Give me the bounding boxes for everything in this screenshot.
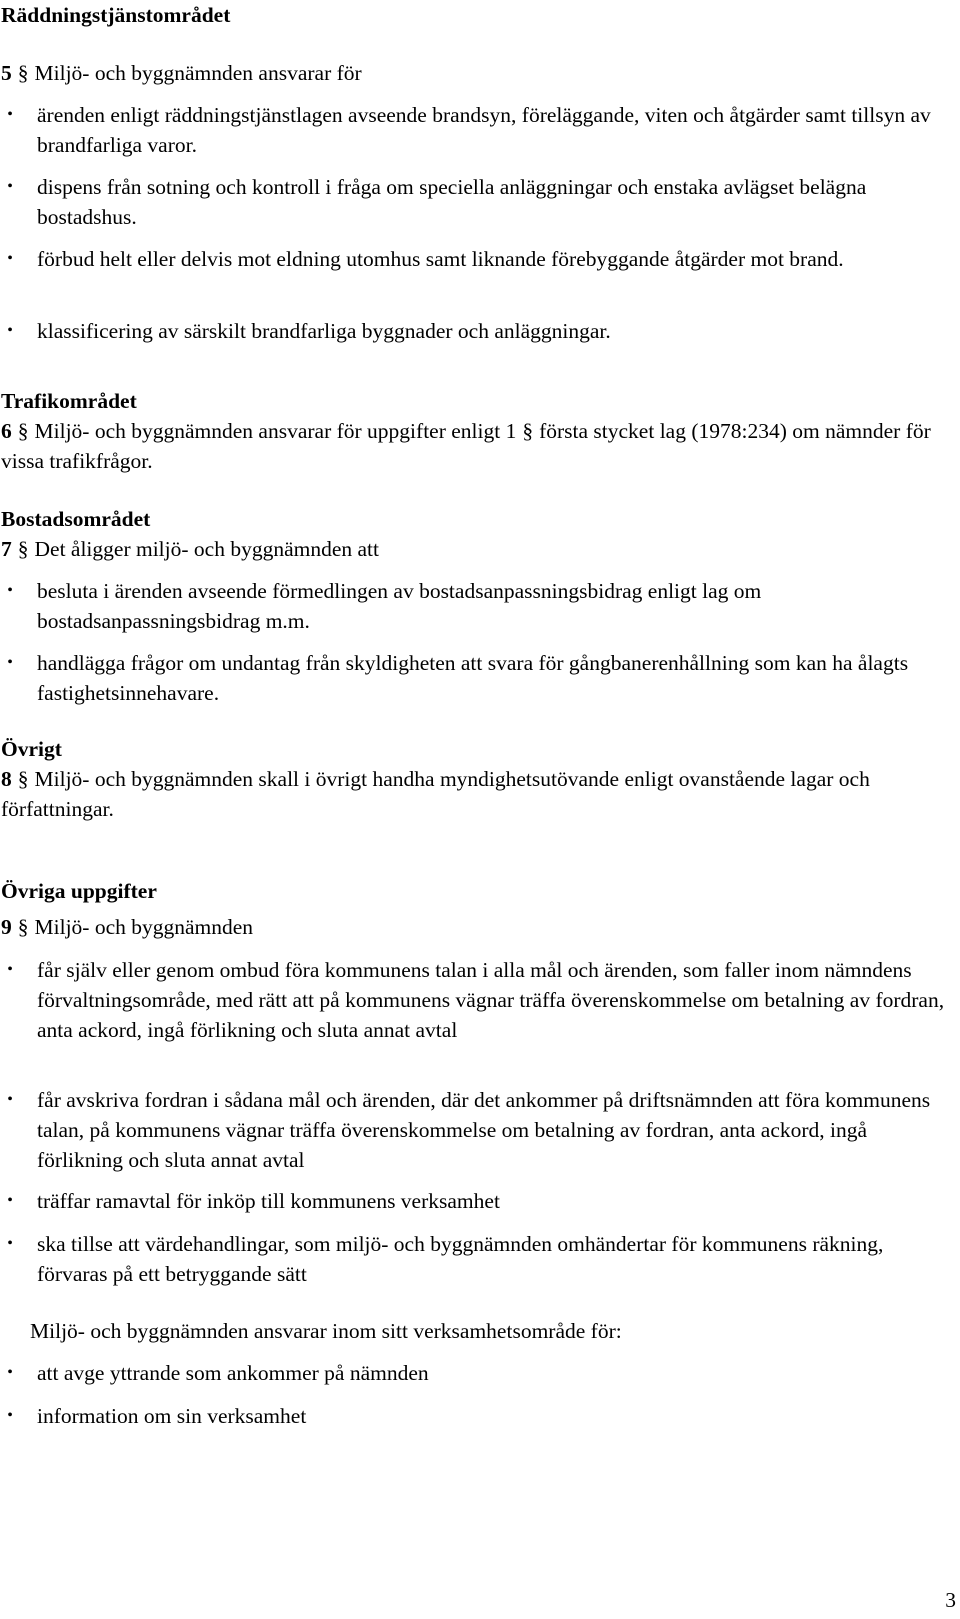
list-item-text: ärenden enligt räddningstjänstlagen avseende brandsyn, föreläggande, viten och åtgärder samt tillsyn av brandfarliga varor. xyxy=(37,103,931,157)
bullet-icon: • xyxy=(7,582,13,599)
list-item xyxy=(0,316,945,346)
section-sign: § xyxy=(17,767,29,791)
paragraph-text: Miljö- och byggnämnden xyxy=(34,915,254,939)
heading-other: Övrigt xyxy=(1,737,62,761)
bullet-icon: • xyxy=(7,1091,13,1108)
list-item xyxy=(0,1085,945,1175)
list-item xyxy=(0,576,945,636)
heading-rescue: Räddningstjänstområdet xyxy=(1,3,231,27)
list-item-text: ska tillse att värdehandlingar, som miljö- och byggnämnden omhändertar för kommunens räkning, förvaras på ett betryggande sätt xyxy=(37,1232,884,1286)
heading-housing: Bostadsområdet xyxy=(1,507,151,531)
list-item-text: dispens från sotning och kontroll i fråga om speciella anläggningar och enstaka avlägset belägna bostadshus. xyxy=(37,175,867,229)
section-sign: § xyxy=(522,419,534,443)
list-item xyxy=(0,100,945,160)
list-item-text: besluta i ärenden avseende förmedlingen av bostadsanpassningsbidrag enligt lag om bostadsanpassningsbidrag m.m. xyxy=(37,579,762,633)
paragraph-text: Miljö- och byggnämnden ansvarar för xyxy=(34,61,362,85)
bullet-icon: • xyxy=(7,961,13,978)
list-item-text: klassificering av särskilt brandfarliga byggnader och anläggningar. xyxy=(37,319,611,343)
section-sign: § xyxy=(17,419,29,443)
paragraph-number: 9 xyxy=(1,915,12,939)
paragraph-text-a: Miljö- och byggnämnden ansvarar för uppgifter enligt 1 xyxy=(34,419,517,443)
bullet-icon: • xyxy=(7,654,13,671)
list-item xyxy=(0,1186,945,1216)
paragraph-text: Miljö- och byggnämnden skall i övrigt handha myndighetsutövande enligt ovanstående lagar och författningar. xyxy=(1,767,870,821)
paragraph-text: Det åligger miljö- och byggnämnden att xyxy=(34,537,380,561)
paragraph-5 xyxy=(1,58,941,88)
paragraph-8 xyxy=(1,764,941,824)
paragraph-text-b: första stycket lag (1978:234) om nämnder för vissa trafikfrågor. xyxy=(1,419,931,473)
heading-traffic: Trafikområdet xyxy=(1,389,137,413)
list-item-text: information om sin verksamhet xyxy=(37,1404,307,1428)
bullet-icon: • xyxy=(7,322,13,339)
list-item-text: får avskriva fordran i sådana mål och ärenden, där det ankommer på driftsnämnden att föra kommunens talan, på kommunens vägnar träffa överenskommelse om betalning av fordran, anta ackord, ingå förlikning och sluta annat avtal xyxy=(37,1088,931,1172)
paragraph-number: 7 xyxy=(1,537,12,561)
intro-responsibilities: Miljö- och byggnämnden ansvarar inom sitt verksamhetsområde för: xyxy=(30,1319,622,1343)
section-sign: § xyxy=(17,61,29,85)
bullet-icon: • xyxy=(7,1407,13,1424)
paragraph-number: 5 xyxy=(1,61,12,85)
bullet-icon: • xyxy=(7,106,13,123)
section-sign: § xyxy=(17,537,29,561)
list-item-text: handlägga frågor om undantag från skyldigheten att svara för gångbanerenhållning som kan ha ålagts fastighetsinnehavare. xyxy=(37,651,909,705)
bullet-icon: • xyxy=(7,1364,13,1381)
page-number: 3 xyxy=(945,1588,956,1612)
bullet-icon: • xyxy=(7,178,13,195)
list-item xyxy=(0,1358,945,1388)
list-item xyxy=(0,648,945,708)
bullet-icon: • xyxy=(7,1192,13,1209)
section-sign: § xyxy=(17,915,29,939)
list-item xyxy=(0,955,945,1045)
list-item-text: förbud helt eller delvis mot eldning utomhus samt liknande förebyggande åtgärder mot brand. xyxy=(37,247,844,271)
list-item-text: träffar ramavtal för inköp till kommunens verksamhet xyxy=(37,1189,500,1213)
bullet-icon: • xyxy=(7,250,13,267)
heading-other-tasks: Övriga uppgifter xyxy=(1,879,157,903)
paragraph-6 xyxy=(1,416,941,476)
list-item xyxy=(0,172,945,232)
list-item xyxy=(0,244,945,274)
paragraph-9 xyxy=(1,912,941,942)
list-item-text: att avge yttrande som ankommer på nämnden xyxy=(37,1361,429,1385)
paragraph-7 xyxy=(1,534,941,564)
paragraph-number: 8 xyxy=(1,767,12,791)
list-item xyxy=(0,1229,945,1289)
list-item-text: får själv eller genom ombud föra kommunens talan i alla mål och ärenden, som faller inom nämndens förvaltningsområde, med rätt att på kommunens vägnar träffa överenskommelse om betalning av fordran, anta ackord, ingå förlikning och sluta annat avtal xyxy=(37,958,945,1042)
paragraph-number: 6 xyxy=(1,419,12,443)
bullet-icon: • xyxy=(7,1235,13,1252)
list-item xyxy=(0,1401,945,1431)
